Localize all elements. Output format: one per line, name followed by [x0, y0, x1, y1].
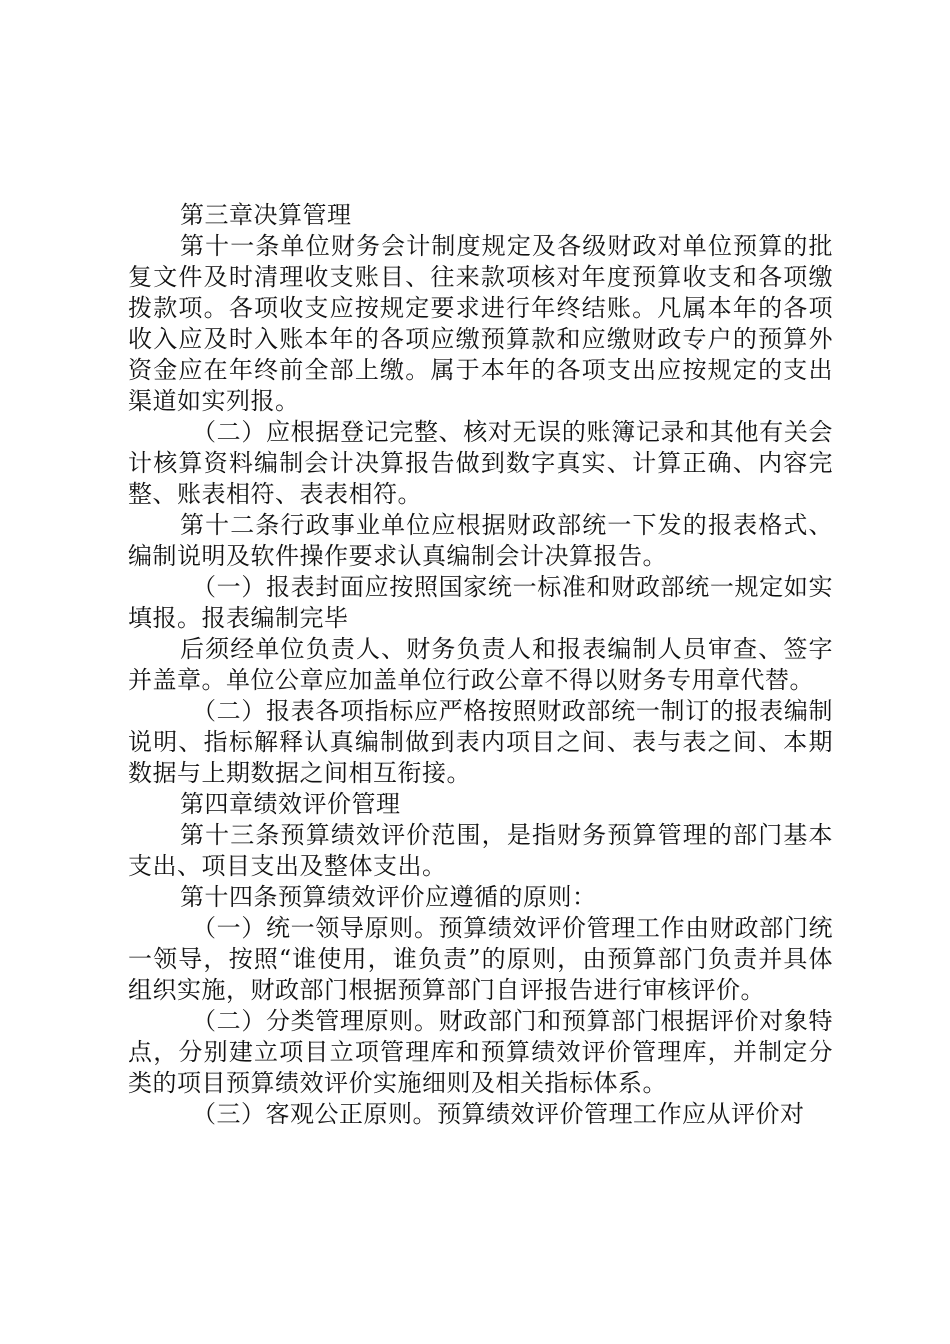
article-12-item-1-continued: 后须经单位负责人、财务负责人和报表编制人员审查、签字并盖章。单位公章应加盖单位行政公章不得以财务专用章代替。 [128, 635, 833, 694]
article-14-item-1: （一）统一领导原则。预算绩效评价管理工作由财政部门统一领导，按照“谁使用，谁负责”的原则，由预算部门负责并具体组织实施，财政部门根据预算部门自评报告进行审核评价。 [128, 914, 833, 1004]
article-13: 第十三条预算绩效评价范围，是指财务预算管理的部门基本支出、项目支出及整体支出。 [128, 821, 833, 880]
article-12-item-2: （二）报表各项指标应严格按照财政部统一制订的报表编制说明、指标解释认真编制做到表内项目之间、表与表之间、本期数据与上期数据之间相互衔接。 [128, 697, 833, 787]
article-12-item-1: （一）报表封面应按照国家统一标准和财政部统一规定如实填报。报表编制完毕 [128, 573, 833, 632]
article-12: 第十二条行政事业单位应根据财政部统一下发的报表格式、编制说明及软件操作要求认真编制会计决算报告。 [128, 511, 833, 570]
article-11: 第十一条单位财务会计制度规定及各级财政对单位预算的批复文件及时清理收支账目、往来款项核对年度预算收支和各项缴拨款项。各项收支应按规定要求进行年终结账。凡属本年的各项收入应及时入账本年的各项应缴预算款和应缴财政专户的预算外资金应在年终前全部上缴。属于本年的各项支出应按规定的支出渠道如实列报。 [128, 232, 833, 415]
article-14-item-2: （二）分类管理原则。财政部门和预算部门根据评价对象特点，分别建立项目立项管理库和预算绩效评价管理库，并制定分类的项目预算绩效评价实施细则及相关指标体系。 [128, 1007, 833, 1097]
chapter-3-heading: 第三章决算管理 [180, 201, 352, 229]
article-14-item-3: （三）客观公正原则。预算绩效评价管理工作应从评价对 [192, 1100, 805, 1128]
article-14: 第十四条预算绩效评价应遵循的原则： [180, 883, 597, 911]
chapter-4-heading: 第四章绩效评价管理 [180, 790, 401, 818]
article-11-item-2: （二）应根据登记完整、核对无误的账簿记录和其他有关会计核算资料编制会计决算报告做到数字真实、计算正确、内容完整、账表相符、表表相符。 [128, 418, 833, 508]
document-body [128, 200, 833, 1130]
